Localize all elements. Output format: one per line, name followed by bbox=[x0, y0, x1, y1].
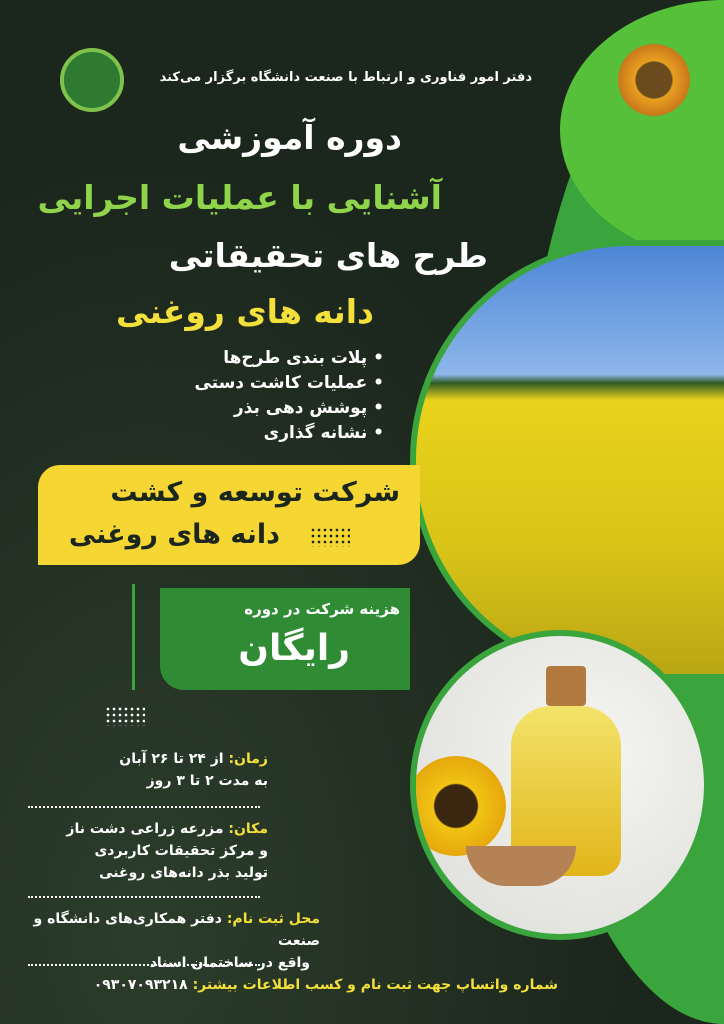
company-line-1: شرکت توسعه و کشت bbox=[110, 477, 400, 508]
leaf-logo-icon bbox=[60, 48, 124, 112]
place-info bbox=[28, 818, 268, 884]
title-line-2: آشنایی با عملیات اجرایی bbox=[37, 178, 442, 217]
sunflower bbox=[410, 756, 506, 856]
seed-bowl bbox=[466, 846, 576, 886]
fee-value: رایگان bbox=[238, 628, 350, 669]
sunflower-logo-icon bbox=[618, 44, 690, 116]
dotted-separator bbox=[28, 964, 260, 966]
topic-item: • پلات بندی طرح‌ها bbox=[194, 346, 384, 371]
dots-decoration bbox=[310, 527, 350, 547]
contact-info bbox=[28, 974, 558, 996]
time-value: از ۲۴ تا ۲۶ آبان bbox=[119, 751, 224, 767]
topic-item: • عملیات کاشت دستی bbox=[194, 371, 384, 396]
topic-item: • نشانه گذاری bbox=[194, 421, 384, 446]
cork bbox=[546, 666, 586, 706]
title-line-1: دوره آموزشی bbox=[177, 118, 402, 157]
registration-line-2: واقع در ساختمان اسناد bbox=[149, 955, 310, 971]
place-line-2: و مرکز تحقیقات کاربردی bbox=[94, 843, 268, 859]
registration-label: محل ثبت نام: bbox=[226, 911, 320, 927]
title-line-4: دانه های روغنی bbox=[115, 292, 374, 331]
time-duration: به مدت ۲ تا ۳ روز bbox=[146, 773, 268, 789]
company-box bbox=[38, 465, 420, 565]
registration-value: دفتر همکاری‌های دانشگاه و صنعت bbox=[33, 911, 320, 949]
topic-item: • پوشش دهی بذر bbox=[194, 396, 384, 421]
company-line-2: دانه های روغنی bbox=[68, 519, 280, 550]
contact-label: شماره واتساپ جهت ثبت نام و کسب اطلاعات بیشتر: bbox=[192, 977, 558, 993]
topics-list bbox=[194, 346, 384, 446]
time-label: زمان: bbox=[228, 751, 268, 767]
contact-phone[interactable]: ۰۹۳۰۷۰۹۳۲۱۸ bbox=[93, 977, 188, 993]
place-line-3: تولید بذر دانه‌های روغنی bbox=[99, 865, 268, 881]
place-value: مزرعه زراعی دشت ناز bbox=[66, 821, 224, 837]
time-info bbox=[28, 748, 268, 792]
title-line-3: طرح های تحقیقاتی bbox=[168, 236, 488, 275]
dotted-separator bbox=[28, 806, 260, 808]
dots-decoration bbox=[105, 706, 145, 726]
organizer-text: دفتر امور فناوری و ارتباط با صنعت دانشگاه برگزار می‌کند bbox=[159, 70, 532, 85]
dotted-separator bbox=[28, 896, 260, 898]
place-label: مکان: bbox=[228, 821, 268, 837]
oil-bottle-photo bbox=[410, 630, 710, 940]
divider bbox=[132, 584, 135, 690]
fee-label: هزینه شرکت در دوره bbox=[244, 600, 400, 618]
fee-box bbox=[160, 588, 410, 690]
